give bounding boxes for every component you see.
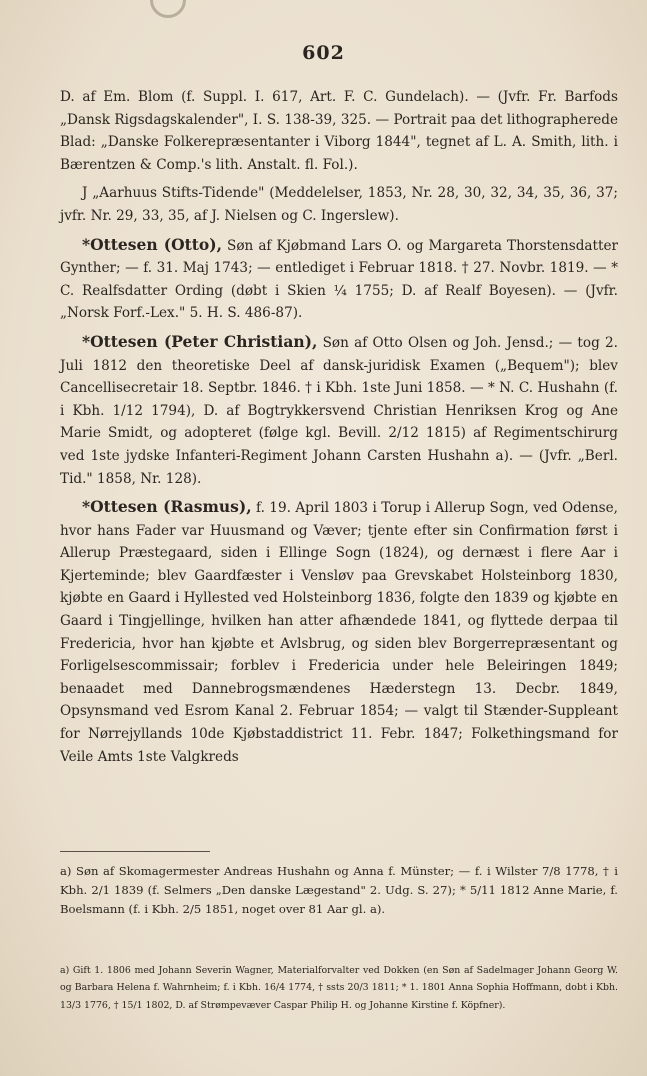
entry-heading: *Ottesen (Rasmus),	[82, 497, 252, 517]
binding-ring-mark	[150, 0, 186, 18]
entry-text: Søn af Kjøbmand Lars O. og Margareta Thorstensdatter Gynther; — f. 31. Maj 1743; — entlediget i Februar 1818. † 27. Novbr. 1819. — * C. Realfsdatter Ording (døbt i Skien ¼ 1755; D. af Realf Boyesen). — (Jvfr. „Norsk Forf.-Lex." 5. H. S. 486-87).	[60, 237, 618, 322]
entry-heading: *Ottesen (Otto),	[82, 234, 222, 254]
entry-text: f. 19. April 1803 i Torup i Allerup Sogn, ved Odense, hvor hans Fader var Huusmand og Væver; tjente efter sin Confirmation først i Allerup Præstegaard, siden i Ellinge Sogn (1824), og dernæst i flere Aar i Kjerteminde; blev Gaardfæster i Vensløv paa Grevskabet Holsteinborg 1830, kjøbte en Gaard i Hyllested ved Holsteinborg 1836, folgte den 1839 og kjøbte en Gaard i Tingjellinge, hvilken han atter afhændede 1841, og flyttede derpaa til Fredericia, hvor han kjøbte et Avlsbrug, og siden blev Borgerrepræsentant og Forligelsescommissair; forblev i Fredericia under hele Beleiringen 1849; benaadet med Dannebrogsmændenes Hæderstegn 13. Decbr. 1849, Opsynsmand ved Esrom Kanal 2. Februar 1854; — valgt til Stænder-Suppleant for Nørrejyllands 10de Kjøbstaddistrict 11. Febr. 1847; Folkethingsmand for Veile Amts 1ste Valgkreds	[60, 500, 618, 765]
footnote-a-nested	[60, 962, 618, 1014]
entry-ottesen-rasmus	[60, 496, 618, 768]
footnote-divider	[60, 851, 210, 852]
entry-ottesen-peter-christian	[60, 331, 618, 490]
paragraph-text: J „Aarhuus Stifts-Tidende" (Meddelelser, 1853, Nr. 28, 30, 32, 34, 35, 36, 37; jvfr. Nr. 29, 33, 35, af J. Nielsen og C. Ingerslew).	[60, 185, 618, 224]
footnote-a	[60, 862, 618, 918]
paragraph-continuation	[60, 86, 618, 176]
entry-ottesen-otto	[60, 234, 618, 325]
paragraph-text: D. af Em. Blom (f. Suppl. I. 617, Art. F. C. Gundelach). — (Jvfr. Fr. Barfods „Dansk Rigsdagskalender", I. S. 138-39, 325. — Portrait paa det lithographerede Blad: „Danske Folkerepræsentanter i Viborg 1844", tegnet af L. A. Smith, lith. i Bærentzen & Comp.'s lith. Anstalt. fl. Fol.).	[60, 89, 618, 173]
footnote-text: a) Gift 1. 1806 med Johann Severin Wagner, Materialforvalter ved Dokken (en Søn af Sadelmager Johann Georg W. og Barbara Helena f. Wahrnheim; f. i Kbh. 16/4 1774, † ssts 20/3 1811; * 1. 1801 Anna Sophia Hoffmann, dobt i Kbh. 13/3 1776, † 15/1 1802, D. af Strømpevæver Caspar Philip H. og Johanne Kirstine f. Köpfner).	[60, 965, 618, 1011]
page-number: 602	[302, 42, 345, 64]
main-text	[60, 86, 618, 768]
footnote-text: a) Søn af Skomagermester Andreas Hushahn og Anna f. Münster; — f. i Wilster 7/8 1778, † i Kbh. 2/1 1839 (f. Selmers „Den danske Lægestand" 2. Udg. S. 27); * 5/11 1812 Anne Marie, f. Boelsmann (f. i Kbh. 2/5 1851, noget over 81 Aar gl. a).	[60, 864, 618, 916]
paragraph-source	[60, 182, 618, 227]
entry-heading: *Ottesen (Peter Christian),	[82, 331, 318, 351]
entry-text: Søn af Otto Olsen og Joh. Jensd.; — tog 2. Juli 1812 den theoretiske Deel af dansk-juridisk Examen („Bequem"); blev Cancellisecretair 18. Septbr. 1846. † i Kbh. 1ste Juni 1858. — * N. C. Hushahn (f. i Kbh. 1/12 1794), D. af Bogtrykkersvend Christian Henriksen Krog og Ane Marie Smidt, og adopteret (følge kgl. Bevill. 2/12 1815) af Regimentschirurg ved 1ste jydske Infanteri-Regiment Johann Carsten Hushahn a). — (Jvfr. „Berl. Tid." 1858, Nr. 128).	[60, 334, 618, 487]
